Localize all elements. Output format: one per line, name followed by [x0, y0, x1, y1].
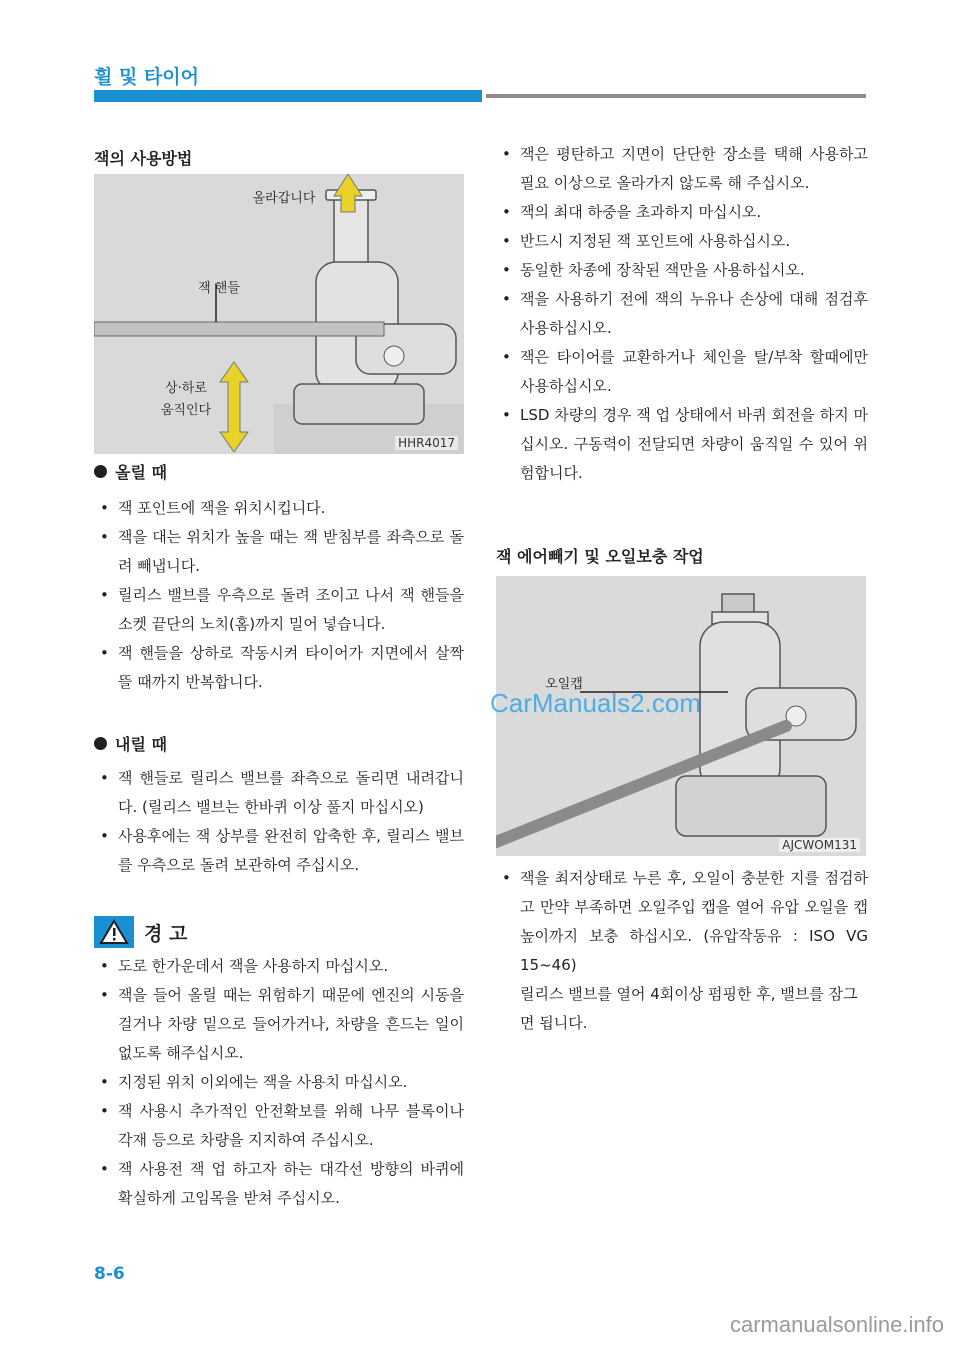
header-bar: [94, 90, 482, 102]
footer-url[interactable]: carmanualsonline.info: [729, 1312, 944, 1337]
bullet-dot: [94, 465, 107, 478]
oil-list: [496, 864, 868, 980]
figure-code: HHR4017: [395, 436, 458, 450]
lower-list: [94, 764, 464, 880]
list-item: • 릴리스 밸브를 우측으로 돌려 조이고 나서 잭 핸들을 소켓 끝단의 노치(홈)까지 밀어 넣습니다.: [94, 581, 464, 639]
list-item: • 잭의 최대 하중을 초과하지 마십시오.: [496, 198, 868, 227]
warning-heading: 경 고: [94, 916, 187, 948]
jack-caution-list: [496, 140, 868, 488]
lower-heading: 내릴 때: [94, 732, 167, 755]
bullet-dot: [94, 737, 107, 750]
list-item: • 지정된 위치 이외에는 잭을 사용치 마십시오.: [94, 1068, 464, 1097]
list-item: • 잭을 들어 올릴 때는 위험하기 때문에 엔진의 시동을 걸거나 차량 밑으로 들어가거나, 차량을 흔드는 일이 없도록 해주십시오.: [94, 981, 464, 1068]
raise-heading: 올릴 때: [94, 460, 167, 483]
warning-icon: [94, 916, 134, 948]
watermark: CarManuals2.com: [490, 688, 701, 718]
label-move-updown: 상·하로 움직인다: [160, 381, 212, 418]
list-item: • 동일한 차종에 장착된 잭만을 사용하십시오.: [496, 256, 868, 285]
list-item: • 사용후에는 잭 상부를 완전히 압축한 후, 릴리스 밸브를 우측으로 돌려 보관하여 주십시오.: [94, 822, 464, 880]
oil-note: 릴리스 밸브를 열어 4회이상 펌핑한 후, 밸브를 잠그면 됩니다.: [520, 985, 858, 1032]
list-item: • 잭을 사용하기 전에 잭의 누유나 손상에 대해 점검후 사용하십시오.: [496, 285, 868, 343]
header-rule: [486, 94, 866, 98]
list-item: • 잭은 타이어를 교환하거나 체인을 탈/부착 할때에만 사용하십시오.: [496, 343, 868, 401]
list-item: • 잭을 최저상태로 누른 후, 오일이 충분한 지를 점검하고 만약 부족하면 오일주입 캡을 열어 유압 오일을 캡 높이까지 보충 하십시오. (유압작동유 : ISO VG 15~46): [496, 864, 868, 980]
air-bleed-title: 잭 에어빼기 및 오일보충 작업: [496, 547, 704, 566]
jack-usage-title: 잭의 사용방법: [94, 149, 193, 168]
page-number: 8-6: [94, 1264, 125, 1284]
list-item: • LSD 차량의 경우 잭 업 상태에서 바퀴 회전을 하지 마십시오. 구동력이 전달되면 차량이 움직일 수 있어 위험합니다.: [496, 401, 868, 488]
list-item: • 잭 사용시 추가적인 안전확보를 위해 나무 블록이나 각재 등으로 차량을 지지하여 주십시오.: [94, 1097, 464, 1155]
label-goes-up: 올라갑니다: [252, 191, 316, 206]
chapter-title: 휠 및 타이어: [94, 66, 199, 88]
list-item: • 잭은 평탄하고 지면이 단단한 장소를 택해 사용하고 필요 이상으로 올라가지 않도록 해 주십시오.: [496, 140, 868, 198]
figure-code: AJCWOM131: [779, 838, 860, 852]
label-jack-handle: 잭 핸들: [198, 281, 240, 296]
list-item: • 잭 사용전 잭 업 하고자 하는 대각선 방향의 바퀴에 확실하게 고임목을 받쳐 주십시오.: [94, 1155, 464, 1213]
list-item: • 도로 한가운데서 잭을 사용하지 마십시오.: [94, 952, 464, 981]
list-item: • 잭 핸들로 릴리스 밸브를 좌측으로 돌리면 내려갑니다. (릴리스 밸브는 한바퀴 이상 풀지 마십시오): [94, 764, 464, 822]
list-item: • 잭 포인트에 잭을 위치시킵니다.: [94, 494, 464, 523]
list-item: • 잭 핸들을 상하로 작동시켜 타이어가 지면에서 살짝 뜰 때까지 반복합니다.: [94, 639, 464, 697]
list-item: • 잭을 대는 위치가 높을 때는 잭 받침부를 좌측으로 돌려 빼냅니다.: [94, 523, 464, 581]
label-oil-cap: 오일캡: [545, 677, 583, 692]
raise-list: [94, 494, 464, 697]
warning-list: [94, 952, 464, 1213]
list-item: • 반드시 지정된 잭 포인트에 사용하십시오.: [496, 227, 868, 256]
jack-figure: [94, 174, 464, 454]
